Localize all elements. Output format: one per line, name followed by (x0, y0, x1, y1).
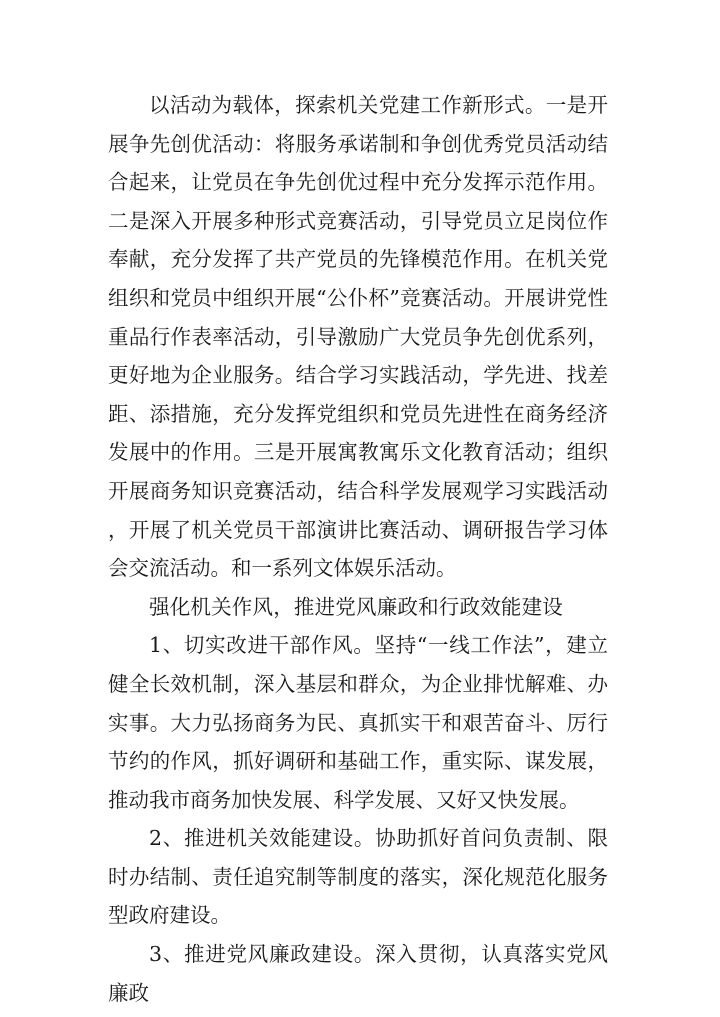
document-body (108, 86, 608, 1012)
paragraph-item-2: 2、推进机关效能建设。协助抓好首问负责制、限时办结制、责任追究制等制度的落实，深化规范化服务型政府建设。 (108, 826, 608, 928)
paragraph-item-1: 1、切实改进干部作风。坚持“一线工作法”，建立健全长效机制，深入基层和群众，为企业排忧解难、办实事。大力弘扬商务为民、真抓实干和艰苦奋斗、厉行节约的作风，抓好调研和基础工作，重实际、谋发展，推动我市商务加快发展、科学发展、又好又快发展。 (108, 633, 608, 812)
paragraph-activities: 以活动为载体，探索机关党建工作新形式。一是开展争先创优活动：将服务承诺制和争创优秀党员活动结合起来，让党员在争先创优过程中充分发挥示范作用。二是深入开展多种形式竞赛活动，引导党员立足岗位作奉献，充分发挥了共产党员的先锋模范作用。在机关党组织和党员中组织开展“公仆杯”竞赛活动。开展讲党性重品行作表率活动，引导激励广大党员争先创优系列，更好地为企业服务。结合学习实践活动，学先进、找差距、添措施，充分发挥党组织和党员先进性在商务经济发展中的作用。三是开展寓教寓乐文化教育活动；组织开展商务知识竞赛活动，结合科学发展观学习实践活动，开展了机关党员干部演讲比赛活动、调研报告学习体会交流活动。和一系列文体娱乐活动。 (108, 93, 608, 581)
paragraph-item-3: 3、推进党风廉政建设。深入贯彻，认真落实党风廉政 (108, 942, 608, 1005)
section-heading: 强化机关作风，推进党风廉政和行政效能建设 (149, 594, 563, 619)
